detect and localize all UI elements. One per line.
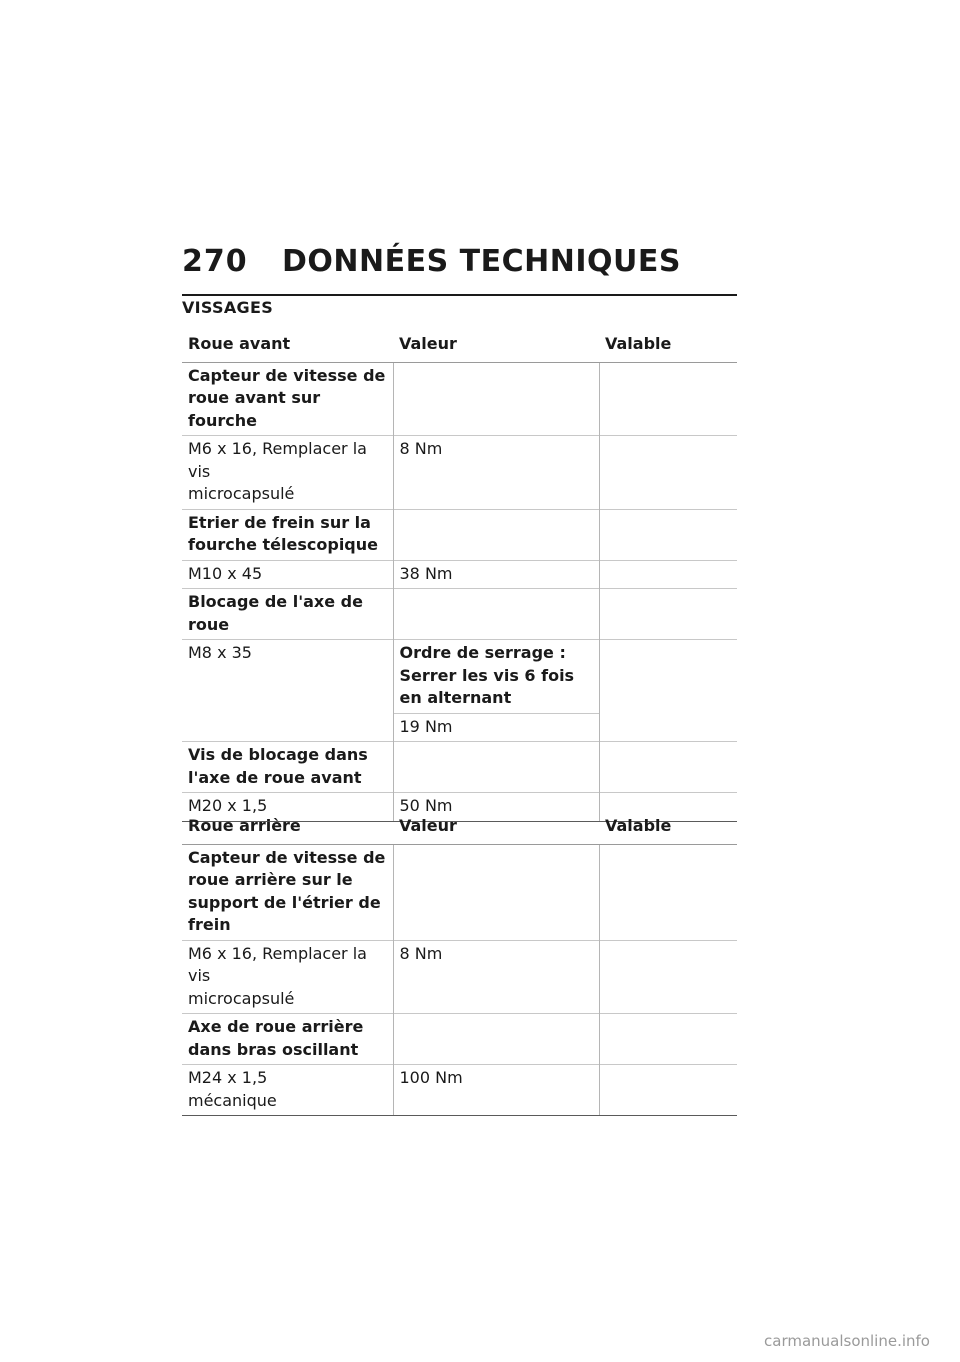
section-title: VISSAGES	[182, 298, 274, 317]
table-row	[182, 640, 737, 714]
screw-spec: M6 x 16, Remplacer la vis microcapsulé	[182, 940, 393, 1014]
front-wheel-table	[182, 320, 737, 822]
component-name: Etrier de frein sur la fourche télescopique	[182, 509, 393, 560]
table-row	[182, 560, 737, 589]
table-row	[182, 1065, 737, 1116]
chapter-title: DONNÉES TECHNIQUES	[282, 244, 681, 279]
column-header-component: Roue arrière	[182, 802, 393, 844]
header-rule	[182, 294, 737, 296]
torque-value: 8 Nm	[393, 436, 599, 510]
component-name: Capteur de vitesse de roue avant sur fourche	[182, 362, 393, 436]
component-name: Capteur de vitesse de roue arrière sur le support de l'étrier de frein	[182, 844, 393, 940]
component-name: Blocage de l'axe de roue	[182, 589, 393, 640]
table-row	[182, 742, 737, 793]
torque-value: 19 Nm	[393, 713, 599, 742]
rear-wheel-table	[182, 802, 737, 1116]
torque-value: 38 Nm	[393, 560, 599, 589]
table-row	[182, 1014, 737, 1065]
component-name: Vis de blocage dans l'axe de roue avant	[182, 742, 393, 793]
screw-spec: M8 x 35	[182, 640, 393, 742]
screw-spec: M24 x 1,5 mécanique	[182, 1065, 393, 1116]
table-row	[182, 362, 737, 436]
torque-value: 100 Nm	[393, 1065, 599, 1116]
screw-spec: M20 x 1,5	[182, 793, 393, 822]
page-header	[182, 244, 737, 294]
table-row	[182, 509, 737, 560]
column-header-value: Valeur	[393, 802, 599, 844]
torque-value: 8 Nm	[393, 940, 599, 1014]
column-header-component: Roue avant	[182, 320, 393, 362]
table-header-row	[182, 320, 737, 362]
screw-spec: M6 x 16, Remplacer la vis microcapsulé	[182, 436, 393, 510]
table-row	[182, 436, 737, 510]
tightening-instruction: Ordre de serrage : Serrer les vis 6 fois en alternant	[393, 640, 599, 714]
table-row	[182, 844, 737, 940]
table-row	[182, 589, 737, 640]
table-header-row	[182, 802, 737, 844]
page-number: 270	[182, 244, 248, 279]
column-header-valid: Valable	[599, 320, 737, 362]
component-name: Axe de roue arrière dans bras oscillant	[182, 1014, 393, 1065]
watermark: carmanualsonline.info	[764, 1332, 930, 1350]
screw-spec: M10 x 45	[182, 560, 393, 589]
column-header-value: Valeur	[393, 320, 599, 362]
torque-value: 50 Nm	[393, 793, 599, 822]
column-header-valid: Valable	[599, 802, 737, 844]
table-row	[182, 940, 737, 1014]
